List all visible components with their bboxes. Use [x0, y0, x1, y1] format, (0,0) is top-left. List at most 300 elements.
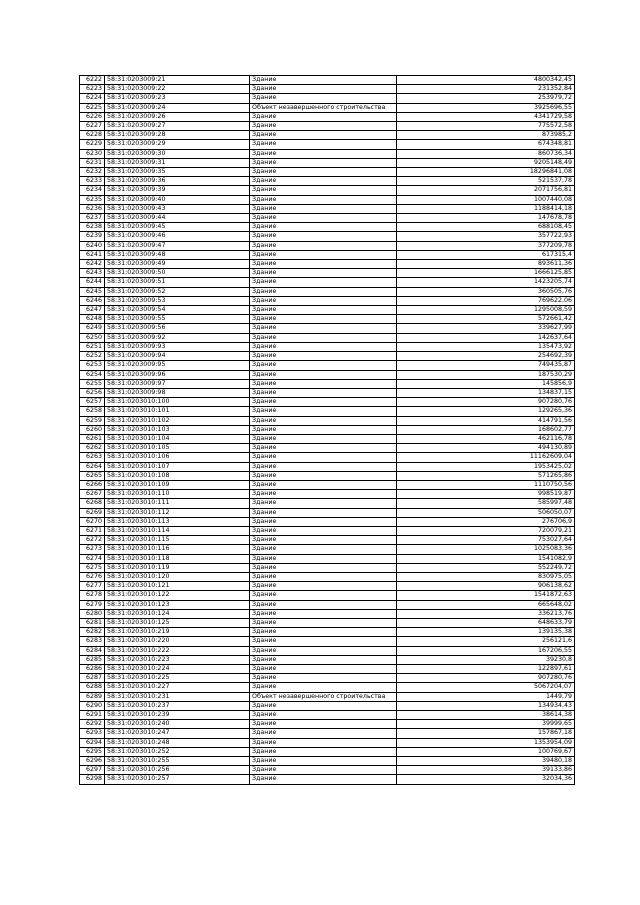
cadastral-number: 58:31:0203009:48 [105, 250, 250, 259]
row-number: 6273 [80, 545, 105, 554]
cadastral-number: 58:31:0203010:222 [105, 646, 250, 655]
table-row [80, 701, 575, 710]
cadastral-number: 58:31:0203009:49 [105, 260, 250, 269]
row-number: 6250 [80, 333, 105, 342]
cadastral-value: 674348,81 [397, 140, 575, 149]
object-type: Здание [250, 480, 397, 489]
object-type: Здание [250, 241, 397, 250]
cadastral-value: 11162609,04 [397, 453, 575, 462]
row-number: 6222 [80, 76, 105, 85]
row-number: 6292 [80, 720, 105, 729]
cadastral-number: 58:31:0203009:31 [105, 158, 250, 167]
object-type: Здание [250, 646, 397, 655]
row-number: 6265 [80, 471, 105, 480]
cadastral-number: 58:31:0203009:95 [105, 361, 250, 370]
cadastral-value: 134837,15 [397, 388, 575, 397]
table-row [80, 526, 575, 535]
object-type: Здание [250, 76, 397, 85]
table-row [80, 379, 575, 388]
cadastral-value: 494130,89 [397, 444, 575, 453]
cadastral-number: 58:31:0203010:105 [105, 444, 250, 453]
object-type: Здание [250, 342, 397, 351]
table-row [80, 572, 575, 581]
cadastral-value: 688108,45 [397, 223, 575, 232]
table-row [80, 296, 575, 305]
table-row [80, 757, 575, 766]
cadastral-number: 58:31:0203010:121 [105, 582, 250, 591]
cadastral-value: 100769,67 [397, 747, 575, 756]
cadastral-number: 58:31:0203010:103 [105, 425, 250, 434]
table-row [80, 545, 575, 554]
row-number: 6272 [80, 536, 105, 545]
cadastral-number: 58:31:0203010:115 [105, 536, 250, 545]
cadastral-number: 58:31:0203010:256 [105, 766, 250, 775]
table-row [80, 628, 575, 637]
row-number: 6241 [80, 250, 105, 259]
row-number: 6286 [80, 665, 105, 674]
table-row [80, 223, 575, 232]
object-type: Здание [250, 637, 397, 646]
cadastral-value: 254692,39 [397, 352, 575, 361]
cadastral-number: 58:31:0203009:30 [105, 149, 250, 158]
table-row [80, 591, 575, 600]
cadastral-number: 58:31:0203009:28 [105, 131, 250, 140]
row-number: 6277 [80, 582, 105, 591]
object-type: Здание [250, 223, 397, 232]
cadastral-number: 58:31:0203010:248 [105, 738, 250, 747]
cadastral-number: 58:31:0203010:255 [105, 757, 250, 766]
cadastral-value: 462116,78 [397, 434, 575, 443]
object-type: Здание [250, 572, 397, 581]
cadastral-number: 58:31:0203009:55 [105, 315, 250, 324]
table-row [80, 168, 575, 177]
table-row [80, 177, 575, 186]
row-number: 6266 [80, 480, 105, 489]
cadastral-number: 58:31:0203009:43 [105, 204, 250, 213]
cadastral-number: 58:31:0203009:22 [105, 85, 250, 94]
table-row [80, 186, 575, 195]
object-type: Здание [250, 766, 397, 775]
cadastral-value: 5067204,07 [397, 683, 575, 692]
table-row [80, 315, 575, 324]
cadastral-value: 906138,62 [397, 582, 575, 591]
row-number: 6233 [80, 177, 105, 186]
cadastral-number: 58:31:0203010:240 [105, 720, 250, 729]
object-type: Объект незавершенного строительства [250, 692, 397, 701]
cadastral-number: 58:31:0203010:118 [105, 554, 250, 563]
row-number: 6249 [80, 324, 105, 333]
row-number: 6293 [80, 729, 105, 738]
cadastral-value: 187530,29 [397, 370, 575, 379]
cadastral-value: 769622,06 [397, 296, 575, 305]
cadastral-number: 58:31:0203010:104 [105, 434, 250, 443]
cadastral-value: 339627,99 [397, 324, 575, 333]
object-type: Здание [250, 186, 397, 195]
cadastral-number: 58:31:0203010:119 [105, 563, 250, 572]
object-type: Здание [250, 122, 397, 131]
cadastral-value: 18296841,08 [397, 168, 575, 177]
row-number: 6278 [80, 591, 105, 600]
table-row [80, 444, 575, 453]
table-row [80, 342, 575, 351]
cadastral-number: 58:31:0203010:219 [105, 628, 250, 637]
object-type: Здание [250, 407, 397, 416]
row-number: 6257 [80, 398, 105, 407]
cadastral-number: 58:31:0203010:237 [105, 701, 250, 710]
table-row [80, 370, 575, 379]
cadastral-value: 276706,9 [397, 517, 575, 526]
row-number: 6243 [80, 269, 105, 278]
object-type: Здание [250, 149, 397, 158]
table-row [80, 618, 575, 627]
cadastral-number: 58:31:0203009:94 [105, 352, 250, 361]
row-number: 6288 [80, 683, 105, 692]
cadastral-number: 58:31:0203010:247 [105, 729, 250, 738]
cadastral-number: 58:31:0203009:27 [105, 122, 250, 131]
cadastral-value: 414791,56 [397, 416, 575, 425]
cadastral-value: 129265,36 [397, 407, 575, 416]
row-number: 6245 [80, 287, 105, 296]
cadastral-number: 58:31:0203010:111 [105, 499, 250, 508]
cadastral-number: 58:31:0203010:110 [105, 490, 250, 499]
table-row [80, 416, 575, 425]
table-row [80, 480, 575, 489]
row-number: 6225 [80, 103, 105, 112]
row-number: 6252 [80, 352, 105, 361]
row-number: 6224 [80, 94, 105, 103]
object-type: Здание [250, 388, 397, 397]
object-type: Здание [250, 757, 397, 766]
cadastral-number: 58:31:0203009:23 [105, 94, 250, 103]
cadastral-number: 58:31:0203009:98 [105, 388, 250, 397]
row-number: 6255 [80, 379, 105, 388]
object-type: Здание [250, 591, 397, 600]
cadastral-number: 58:31:0203009:97 [105, 379, 250, 388]
object-type: Здание [250, 168, 397, 177]
object-type: Здание [250, 462, 397, 471]
cadastral-number: 58:31:0203009:40 [105, 195, 250, 204]
row-number: 6274 [80, 554, 105, 563]
cadastral-number: 58:31:0203010:113 [105, 517, 250, 526]
row-number: 6279 [80, 600, 105, 609]
table-row [80, 609, 575, 618]
cadastral-value: 139135,38 [397, 628, 575, 637]
cadastral-number: 58:31:0203010:239 [105, 711, 250, 720]
table-row [80, 600, 575, 609]
object-type: Здание [250, 324, 397, 333]
row-number: 6234 [80, 186, 105, 195]
cadastral-value: 830975,05 [397, 572, 575, 581]
table-row [80, 766, 575, 775]
cadastral-value: 2071756,81 [397, 186, 575, 195]
cadastral-value: 4341729,58 [397, 112, 575, 121]
table-row [80, 563, 575, 572]
table-row [80, 131, 575, 140]
cadastral-value: 648633,79 [397, 618, 575, 627]
cadastral-value: 38614,38 [397, 711, 575, 720]
row-number: 6232 [80, 168, 105, 177]
row-number: 6289 [80, 692, 105, 701]
cadastral-value: 134934,43 [397, 701, 575, 710]
object-type: Здание [250, 720, 397, 729]
cadastral-number: 58:31:0203010:224 [105, 665, 250, 674]
table-row [80, 352, 575, 361]
table-row [80, 490, 575, 499]
object-type: Здание [250, 315, 397, 324]
table-row [80, 232, 575, 241]
cadastral-value: 860736,34 [397, 149, 575, 158]
row-number: 6227 [80, 122, 105, 131]
row-number: 6281 [80, 618, 105, 627]
row-number: 6231 [80, 158, 105, 167]
cadastral-number: 58:31:0203009:29 [105, 140, 250, 149]
table-row [80, 471, 575, 480]
object-type: Здание [250, 683, 397, 692]
table-row [80, 462, 575, 471]
object-type: Здание [250, 287, 397, 296]
cadastral-value: 256121,6 [397, 637, 575, 646]
object-type: Здание [250, 94, 397, 103]
row-number: 6298 [80, 775, 105, 784]
object-type: Здание [250, 177, 397, 186]
row-number: 6276 [80, 572, 105, 581]
table-row [80, 76, 575, 85]
object-type: Здание [250, 361, 397, 370]
row-number: 6285 [80, 655, 105, 664]
cadastral-value: 1353954,09 [397, 738, 575, 747]
row-number: 6238 [80, 223, 105, 232]
cadastral-value: 1449,79 [397, 692, 575, 701]
cadastral-number: 58:31:0203010:124 [105, 609, 250, 618]
cadastral-number: 58:31:0203010:125 [105, 618, 250, 627]
table-row [80, 554, 575, 563]
cadastral-value: 145856,9 [397, 379, 575, 388]
row-number: 6294 [80, 738, 105, 747]
cadastral-number: 58:31:0203010:223 [105, 655, 250, 664]
object-type: Здание [250, 499, 397, 508]
table-row [80, 775, 575, 784]
table-row [80, 306, 575, 315]
object-type: Здание [250, 655, 397, 664]
cadastral-number: 58:31:0203010:220 [105, 637, 250, 646]
cadastral-number: 58:31:0203009:96 [105, 370, 250, 379]
row-number: 6246 [80, 296, 105, 305]
cadastral-number: 58:31:0203009:92 [105, 333, 250, 342]
row-number: 6267 [80, 490, 105, 499]
cadastral-value: 39480,18 [397, 757, 575, 766]
row-number: 6236 [80, 204, 105, 213]
row-number: 6247 [80, 306, 105, 315]
row-number: 6296 [80, 757, 105, 766]
table-row [80, 434, 575, 443]
cadastral-number: 58:31:0203010:101 [105, 407, 250, 416]
table-row [80, 112, 575, 121]
object-type: Здание [250, 131, 397, 140]
table-row [80, 324, 575, 333]
cadastral-number: 58:31:0203009:51 [105, 278, 250, 287]
cadastral-number: 58:31:0203009:47 [105, 241, 250, 250]
row-number: 6275 [80, 563, 105, 572]
row-number: 6229 [80, 140, 105, 149]
cadastral-number: 58:31:0203009:53 [105, 296, 250, 305]
table-row [80, 582, 575, 591]
object-type: Здание [250, 609, 397, 618]
cadastral-number: 58:31:0203010:120 [105, 572, 250, 581]
table-row [80, 425, 575, 434]
row-number: 6290 [80, 701, 105, 710]
row-number: 6237 [80, 214, 105, 223]
cadastral-value: 1541082,9 [397, 554, 575, 563]
object-type: Здание [250, 260, 397, 269]
cadastral-value: 893611,36 [397, 260, 575, 269]
cadastral-value: 1025083,36 [397, 545, 575, 554]
cadastral-number: 58:31:0203009:26 [105, 112, 250, 121]
object-type: Здание [250, 526, 397, 535]
cadastral-number: 58:31:0203009:45 [105, 223, 250, 232]
table-row [80, 508, 575, 517]
cadastral-value: 253979,72 [397, 94, 575, 103]
table-row [80, 517, 575, 526]
row-number: 6235 [80, 195, 105, 204]
row-number: 6253 [80, 361, 105, 370]
object-type: Здание [250, 379, 397, 388]
cadastral-value: 32034,36 [397, 775, 575, 784]
object-type: Здание [250, 434, 397, 443]
cadastral-value: 377209,78 [397, 241, 575, 250]
row-number: 6283 [80, 637, 105, 646]
cadastral-value: 753027,64 [397, 536, 575, 545]
row-number: 6244 [80, 278, 105, 287]
row-number: 6263 [80, 453, 105, 462]
row-number: 6258 [80, 407, 105, 416]
row-number: 6239 [80, 232, 105, 241]
object-type: Здание [250, 370, 397, 379]
cadastral-number: 58:31:0203009:36 [105, 177, 250, 186]
object-type: Здание [250, 444, 397, 453]
cadastral-number: 58:31:0203010:227 [105, 683, 250, 692]
object-type: Здание [250, 471, 397, 480]
object-type: Здание [250, 674, 397, 683]
row-number: 6268 [80, 499, 105, 508]
cadastral-value-table [79, 75, 575, 785]
object-type: Здание [250, 158, 397, 167]
cadastral-value: 1188414,18 [397, 204, 575, 213]
object-type: Здание [250, 269, 397, 278]
row-number: 6251 [80, 342, 105, 351]
table-row [80, 692, 575, 701]
cadastral-number: 58:31:0203009:56 [105, 324, 250, 333]
table-row [80, 158, 575, 167]
cadastral-value: 1666125,85 [397, 269, 575, 278]
table-row [80, 646, 575, 655]
cadastral-value: 1295008,59 [397, 306, 575, 315]
cadastral-number: 58:31:0203010:107 [105, 462, 250, 471]
row-number: 6297 [80, 766, 105, 775]
cadastral-value: 167206,55 [397, 646, 575, 655]
table-row [80, 637, 575, 646]
cadastral-value: 907280,76 [397, 674, 575, 683]
object-type: Здание [250, 517, 397, 526]
object-type: Здание [250, 214, 397, 223]
cadastral-value: 572661,42 [397, 315, 575, 324]
cadastral-value: 1541872,63 [397, 591, 575, 600]
cadastral-value: 357722,93 [397, 232, 575, 241]
object-type: Здание [250, 296, 397, 305]
object-type: Здание [250, 232, 397, 241]
cadastral-value: 873985,2 [397, 131, 575, 140]
object-type: Здание [250, 490, 397, 499]
object-type: Здание [250, 665, 397, 674]
object-type: Здание [250, 416, 397, 425]
object-type: Здание [250, 747, 397, 756]
row-number: 6228 [80, 131, 105, 140]
object-type: Здание [250, 618, 397, 627]
cadastral-value: 585997,48 [397, 499, 575, 508]
cadastral-number: 58:31:0203009:44 [105, 214, 250, 223]
cadastral-value: 39133,86 [397, 766, 575, 775]
table-row [80, 269, 575, 278]
cadastral-number: 58:31:0203010:252 [105, 747, 250, 756]
table-row [80, 140, 575, 149]
cadastral-value: 998519,87 [397, 490, 575, 499]
cadastral-value: 360505,76 [397, 287, 575, 296]
cadastral-value: 39999,65 [397, 720, 575, 729]
table-row [80, 241, 575, 250]
cadastral-value: 231352,84 [397, 85, 575, 94]
table-row [80, 361, 575, 370]
cadastral-value: 336213,76 [397, 609, 575, 618]
table-row [80, 214, 575, 223]
cadastral-value: 157867,18 [397, 729, 575, 738]
object-type: Здание [250, 545, 397, 554]
row-number: 6248 [80, 315, 105, 324]
table-row [80, 388, 575, 397]
object-type: Здание [250, 204, 397, 213]
object-type: Здание [250, 195, 397, 204]
object-type: Здание [250, 140, 397, 149]
table-row [80, 287, 575, 296]
cadastral-value: 147678,78 [397, 214, 575, 223]
object-type: Здание [250, 425, 397, 434]
row-number: 6270 [80, 517, 105, 526]
row-number: 6271 [80, 526, 105, 535]
cadastral-value: 9205148,49 [397, 158, 575, 167]
cadastral-number: 58:31:0203010:112 [105, 508, 250, 517]
row-number: 6223 [80, 85, 105, 94]
cadastral-value: 521537,78 [397, 177, 575, 186]
table-row [80, 674, 575, 683]
cadastral-value: 1007440,08 [397, 195, 575, 204]
object-type: Здание [250, 398, 397, 407]
table-row [80, 250, 575, 259]
cadastral-value: 3925696,55 [397, 103, 575, 112]
object-type: Здание [250, 554, 397, 563]
table-row [80, 453, 575, 462]
cadastral-value: 907280,76 [397, 398, 575, 407]
object-type: Здание [250, 536, 397, 545]
table-row [80, 407, 575, 416]
cadastral-number: 58:31:0203010:100 [105, 398, 250, 407]
cadastral-number: 58:31:0203009:50 [105, 269, 250, 278]
cadastral-number: 58:31:0203009:93 [105, 342, 250, 351]
table-row [80, 278, 575, 287]
object-type: Здание [250, 508, 397, 517]
cadastral-number: 58:31:0203009:46 [105, 232, 250, 241]
object-type: Здание [250, 582, 397, 591]
table-row [80, 85, 575, 94]
object-type: Здание [250, 701, 397, 710]
table-row [80, 260, 575, 269]
